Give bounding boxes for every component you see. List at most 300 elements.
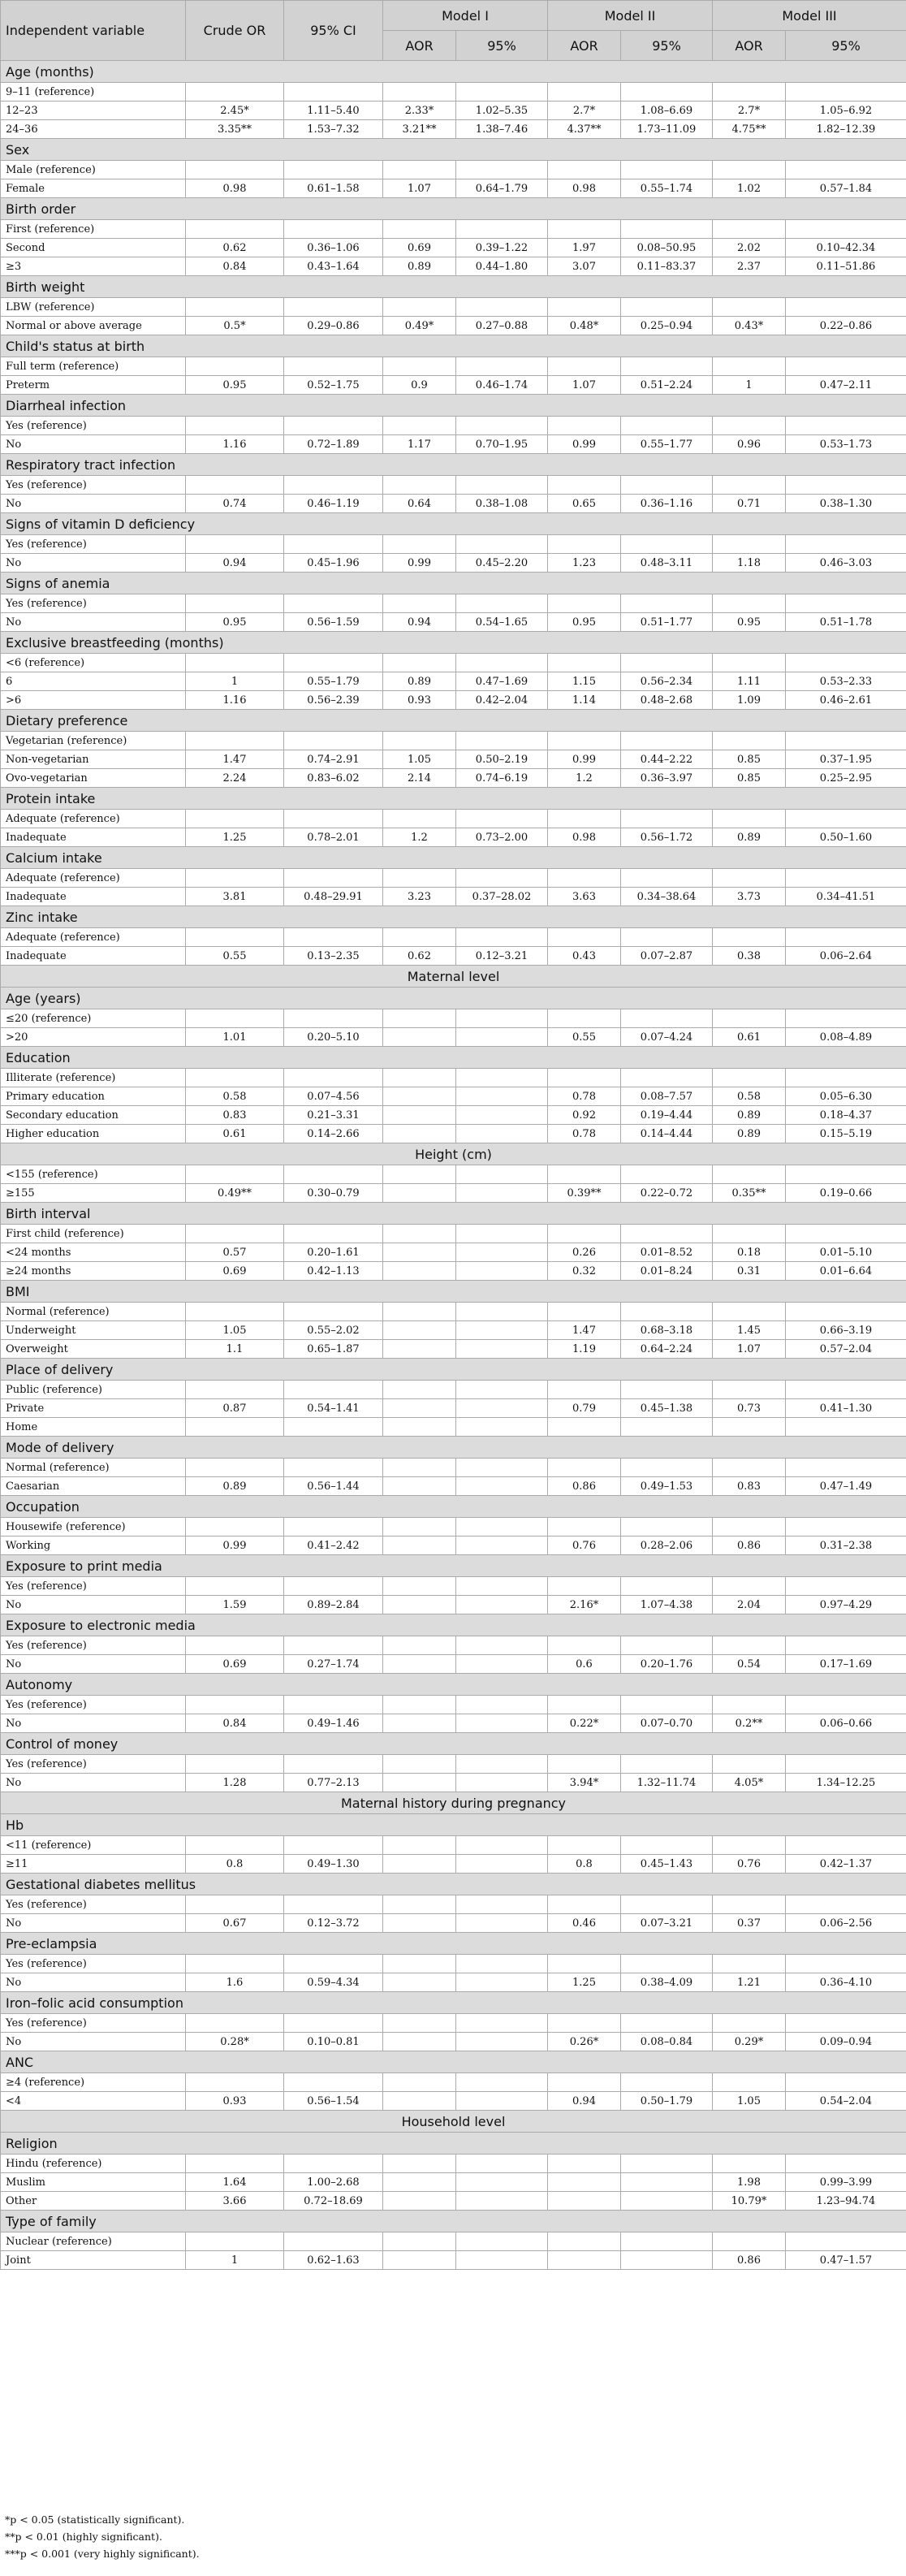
- empty-cell: [621, 1069, 713, 1087]
- value-cell: 0.89: [713, 828, 786, 847]
- reference-label: <155 (reference): [1, 1165, 186, 1184]
- value-cell: 3.81: [186, 888, 284, 906]
- level-row: [1, 1143, 906, 1165]
- empty-cell: [284, 869, 383, 888]
- row-label: Underweight: [1, 1321, 186, 1340]
- empty-cell: [713, 928, 786, 947]
- empty-cell: [186, 1755, 284, 1774]
- value-cell: 0.77–2.13: [284, 1774, 383, 1792]
- empty-cell: [621, 1696, 713, 1714]
- value-cell: 0.07–4.24: [621, 1028, 713, 1047]
- value-cell: 0.07–4.56: [284, 1087, 383, 1106]
- value-cell: 0.57: [186, 1243, 284, 1262]
- value-cell: 0.31–2.38: [786, 1537, 906, 1555]
- empty-cell: [548, 535, 621, 554]
- empty-cell: [786, 1009, 906, 1028]
- value-cell: 3.35**: [186, 120, 284, 139]
- reference-row: [1, 869, 906, 888]
- value-cell: 0.38–1.08: [456, 495, 548, 513]
- value-cell: 1.25: [186, 828, 284, 847]
- value-cell: 1.97: [548, 239, 621, 257]
- category-label: Signs of anemia: [1, 573, 906, 594]
- table-row: [1, 239, 906, 257]
- reference-label: Normal (reference): [1, 1303, 186, 1321]
- empty-cell: [786, 1381, 906, 1399]
- empty-cell: [456, 357, 548, 376]
- empty-cell: [186, 1636, 284, 1655]
- reference-row: [1, 810, 906, 828]
- value-cell: 0.17–1.69: [786, 1655, 906, 1674]
- empty-cell: [713, 2073, 786, 2092]
- empty-cell: [186, 83, 284, 102]
- empty-cell: [383, 1009, 456, 1028]
- value-cell: 0.26: [548, 1243, 621, 1262]
- value-cell: 0.50–1.60: [786, 828, 906, 847]
- value-cell: [456, 1340, 548, 1359]
- empty-cell: [284, 1895, 383, 1914]
- value-cell: 0.44–2.22: [621, 750, 713, 769]
- empty-cell: [786, 357, 906, 376]
- value-cell: 0.35**: [713, 1184, 786, 1203]
- empty-cell: [786, 1696, 906, 1714]
- header-model-2: Model II: [548, 1, 713, 31]
- value-cell: [456, 1537, 548, 1555]
- value-cell: 0.47–2.11: [786, 376, 906, 395]
- category-label: Mode of delivery: [1, 1437, 906, 1459]
- category-label: Hb: [1, 1814, 906, 1836]
- category-row: [1, 1555, 906, 1577]
- reference-row: [1, 1518, 906, 1537]
- empty-cell: [621, 1381, 713, 1399]
- row-label: >6: [1, 691, 186, 710]
- empty-cell: [284, 1303, 383, 1321]
- value-cell: 0.98: [548, 179, 621, 198]
- empty-cell: [186, 357, 284, 376]
- value-cell: 0.97–4.29: [786, 1596, 906, 1614]
- value-cell: 0.28–2.06: [621, 1537, 713, 1555]
- empty-cell: [621, 1009, 713, 1028]
- value-cell: [456, 1596, 548, 1614]
- value-cell: [456, 2092, 548, 2111]
- empty-cell: [786, 83, 906, 102]
- reference-row: [1, 1577, 906, 1596]
- reference-label: First child (reference): [1, 1225, 186, 1243]
- empty-cell: [383, 810, 456, 828]
- value-cell: [186, 1418, 284, 1437]
- value-cell: 0.6: [548, 1655, 621, 1674]
- value-cell: 0.46–3.03: [786, 554, 906, 573]
- empty-cell: [186, 1696, 284, 1714]
- value-cell: 1.47: [548, 1321, 621, 1340]
- category-label: Respiratory tract infection: [1, 454, 906, 476]
- empty-cell: [713, 1225, 786, 1243]
- value-cell: [456, 1714, 548, 1733]
- empty-cell: [383, 654, 456, 672]
- empty-cell: [548, 810, 621, 828]
- empty-cell: [621, 594, 713, 613]
- value-cell: 0.10–42.34: [786, 239, 906, 257]
- reference-label: ≥4 (reference): [1, 2073, 186, 2092]
- reference-row: [1, 654, 906, 672]
- empty-cell: [456, 2014, 548, 2033]
- value-cell: 0.78–2.01: [284, 828, 383, 847]
- value-cell: 0.56–1.72: [621, 828, 713, 847]
- value-cell: 0.83: [713, 1477, 786, 1496]
- category-row: [1, 2133, 906, 2155]
- empty-cell: [284, 220, 383, 239]
- value-cell: [548, 2173, 621, 2192]
- value-cell: 0.14–2.66: [284, 1125, 383, 1143]
- value-cell: 0.86: [713, 2251, 786, 2270]
- value-cell: 2.04: [713, 1596, 786, 1614]
- empty-cell: [383, 869, 456, 888]
- value-cell: [383, 1106, 456, 1125]
- reference-label: Hindu (reference): [1, 2155, 186, 2173]
- value-cell: 1.98: [713, 2173, 786, 2192]
- value-cell: 0.42–1.13: [284, 1262, 383, 1281]
- empty-cell: [383, 220, 456, 239]
- value-cell: 1.05: [186, 1321, 284, 1340]
- empty-cell: [621, 535, 713, 554]
- empty-cell: [383, 2232, 456, 2251]
- footnote: ***p < 0.001 (very highly significant).: [5, 2548, 200, 2560]
- empty-cell: [383, 1577, 456, 1596]
- empty-cell: [383, 732, 456, 750]
- empty-cell: [548, 1955, 621, 1973]
- empty-cell: [456, 2232, 548, 2251]
- table-row: [1, 2173, 906, 2192]
- value-cell: 0.73–2.00: [456, 828, 548, 847]
- value-cell: 1.1: [186, 1340, 284, 1359]
- header-model-2-aor: AOR: [548, 31, 621, 61]
- value-cell: 0.84: [186, 1714, 284, 1733]
- empty-cell: [548, 654, 621, 672]
- empty-cell: [621, 1836, 713, 1855]
- table-row: [1, 1321, 906, 1340]
- value-cell: [383, 1418, 456, 1437]
- empty-cell: [786, 1459, 906, 1477]
- empty-cell: [621, 2232, 713, 2251]
- empty-cell: [713, 1518, 786, 1537]
- footnote: *p < 0.05 (statistically significant).: [5, 2513, 185, 2526]
- value-cell: 0.55: [186, 947, 284, 966]
- value-cell: 1.02–5.35: [456, 102, 548, 120]
- table-row: [1, 179, 906, 198]
- category-label: Autonomy: [1, 1674, 906, 1696]
- empty-cell: [713, 83, 786, 102]
- empty-cell: [548, 1225, 621, 1243]
- empty-cell: [713, 357, 786, 376]
- value-cell: 0.54–1.65: [456, 613, 548, 632]
- value-cell: 0.55–1.79: [284, 672, 383, 691]
- empty-cell: [713, 298, 786, 317]
- value-cell: 0.18: [713, 1243, 786, 1262]
- value-cell: 0.30–0.79: [284, 1184, 383, 1203]
- table-row: [1, 1087, 906, 1106]
- value-cell: 1.02: [713, 179, 786, 198]
- empty-cell: [786, 1836, 906, 1855]
- empty-cell: [713, 476, 786, 495]
- empty-cell: [548, 2014, 621, 2033]
- empty-cell: [713, 1577, 786, 1596]
- reference-row: [1, 1895, 906, 1914]
- category-label: Iron–folic acid consumption: [1, 1992, 906, 2014]
- header-model-3-95: 95%: [786, 31, 906, 61]
- row-label: <24 months: [1, 1243, 186, 1262]
- value-cell: 0.89: [713, 1106, 786, 1125]
- reference-row: [1, 1955, 906, 1973]
- value-cell: 0.15–5.19: [786, 1125, 906, 1143]
- empty-cell: [383, 1518, 456, 1537]
- value-cell: 0.38: [713, 947, 786, 966]
- empty-cell: [621, 1518, 713, 1537]
- value-cell: [383, 1774, 456, 1792]
- table-row: [1, 750, 906, 769]
- category-row: [1, 1047, 906, 1069]
- value-cell: 0.31: [713, 1262, 786, 1281]
- empty-cell: [383, 417, 456, 435]
- empty-cell: [284, 654, 383, 672]
- empty-cell: [786, 869, 906, 888]
- value-cell: 0.06–2.64: [786, 947, 906, 966]
- reference-row: [1, 2014, 906, 2033]
- value-cell: 1: [186, 672, 284, 691]
- value-cell: 0.36–1.06: [284, 239, 383, 257]
- value-cell: [456, 1243, 548, 1262]
- reference-row: [1, 1069, 906, 1087]
- value-cell: 0.08–7.57: [621, 1087, 713, 1106]
- value-cell: 0.95: [186, 613, 284, 632]
- empty-cell: [713, 1696, 786, 1714]
- empty-cell: [383, 1636, 456, 1655]
- value-cell: 2.33*: [383, 102, 456, 120]
- value-cell: 0.47–1.49: [786, 1477, 906, 1496]
- level-label: Maternal history during pregnancy: [1, 1792, 906, 1814]
- value-cell: 0.59–4.34: [284, 1973, 383, 1992]
- empty-cell: [383, 161, 456, 179]
- empty-cell: [713, 1165, 786, 1184]
- value-cell: 1.16: [186, 435, 284, 454]
- value-cell: 0.94: [186, 554, 284, 573]
- empty-cell: [713, 1009, 786, 1028]
- empty-cell: [383, 298, 456, 317]
- value-cell: 1.01: [186, 1028, 284, 1047]
- value-cell: 0.42–2.04: [456, 691, 548, 710]
- value-cell: 0.46–1.19: [284, 495, 383, 513]
- value-cell: 0.78: [548, 1125, 621, 1143]
- table-row: [1, 1537, 906, 1555]
- empty-cell: [548, 1165, 621, 1184]
- table-row: [1, 554, 906, 573]
- empty-cell: [456, 1225, 548, 1243]
- empty-cell: [713, 1303, 786, 1321]
- value-cell: [456, 1028, 548, 1047]
- row-label: ≥24 months: [1, 1262, 186, 1281]
- category-label: Calcium intake: [1, 847, 906, 869]
- value-cell: 0.54–2.04: [786, 2092, 906, 2111]
- empty-cell: [786, 1955, 906, 1973]
- value-cell: 1.05: [383, 750, 456, 769]
- value-cell: 0.98: [548, 828, 621, 847]
- empty-cell: [456, 1577, 548, 1596]
- value-cell: 0.94: [548, 2092, 621, 2111]
- empty-cell: [548, 1895, 621, 1914]
- category-row: [1, 1359, 906, 1381]
- empty-cell: [186, 1225, 284, 1243]
- row-label: No: [1, 1596, 186, 1614]
- value-cell: 0.21–3.31: [284, 1106, 383, 1125]
- value-cell: 0.98: [186, 179, 284, 198]
- category-label: Place of delivery: [1, 1359, 906, 1381]
- value-cell: 0.43: [548, 947, 621, 966]
- table-row: [1, 317, 906, 335]
- value-cell: 0.43–1.64: [284, 257, 383, 276]
- value-cell: 0.65–1.87: [284, 1340, 383, 1359]
- value-cell: 1.07: [548, 376, 621, 395]
- table-row: [1, 1477, 906, 1496]
- value-cell: 1.47: [186, 750, 284, 769]
- empty-cell: [456, 810, 548, 828]
- value-cell: 1.07: [383, 179, 456, 198]
- empty-cell: [186, 1895, 284, 1914]
- row-label: Primary education: [1, 1087, 186, 1106]
- row-label: No: [1, 1714, 186, 1733]
- value-cell: 0.01–8.24: [621, 1262, 713, 1281]
- empty-cell: [456, 298, 548, 317]
- value-cell: 0.89: [383, 257, 456, 276]
- empty-cell: [383, 1955, 456, 1973]
- empty-cell: [548, 476, 621, 495]
- empty-cell: [284, 535, 383, 554]
- value-cell: [383, 2192, 456, 2211]
- category-row: [1, 513, 906, 535]
- empty-cell: [713, 2014, 786, 2033]
- value-cell: 0.95: [186, 376, 284, 395]
- row-label: Preterm: [1, 376, 186, 395]
- category-label: Age (years): [1, 988, 906, 1009]
- empty-cell: [786, 161, 906, 179]
- header-model-3-aor: AOR: [713, 31, 786, 61]
- reference-label: Housewife (reference): [1, 1518, 186, 1537]
- value-cell: 0.25–0.94: [621, 317, 713, 335]
- value-cell: [383, 1399, 456, 1418]
- value-cell: 0.52–1.75: [284, 376, 383, 395]
- value-cell: 0.07–3.21: [621, 1914, 713, 1933]
- header-crude-or: Crude OR: [186, 1, 284, 61]
- value-cell: 1.59: [186, 1596, 284, 1614]
- empty-cell: [713, 1459, 786, 1477]
- row-label: >20: [1, 1028, 186, 1047]
- value-cell: 0.61: [713, 1028, 786, 1047]
- empty-cell: [186, 1381, 284, 1399]
- value-cell: 0.49**: [186, 1184, 284, 1203]
- empty-cell: [284, 594, 383, 613]
- value-cell: 3.73: [713, 888, 786, 906]
- category-row: [1, 335, 906, 357]
- value-cell: 0.07–0.70: [621, 1714, 713, 1733]
- category-row: [1, 454, 906, 476]
- empty-cell: [713, 1836, 786, 1855]
- table-row: [1, 2251, 906, 2270]
- value-cell: [383, 1243, 456, 1262]
- value-cell: [383, 1973, 456, 1992]
- value-cell: 0.49–1.46: [284, 1714, 383, 1733]
- category-row: [1, 1874, 906, 1895]
- table-row: [1, 672, 906, 691]
- empty-cell: [621, 357, 713, 376]
- value-cell: 0.85: [713, 750, 786, 769]
- empty-cell: [548, 1069, 621, 1087]
- reference-label: Public (reference): [1, 1381, 186, 1399]
- category-label: Exposure to electronic media: [1, 1614, 906, 1636]
- value-cell: 0.89: [383, 672, 456, 691]
- value-cell: 0.74–2.91: [284, 750, 383, 769]
- category-row: [1, 1733, 906, 1755]
- value-cell: 0.9: [383, 376, 456, 395]
- table-row: [1, 1596, 906, 1614]
- empty-cell: [786, 417, 906, 435]
- value-cell: [383, 1655, 456, 1674]
- reference-label: <6 (reference): [1, 654, 186, 672]
- category-row: [1, 1281, 906, 1303]
- value-cell: [383, 1184, 456, 1203]
- table-row: [1, 1714, 906, 1733]
- empty-cell: [456, 2073, 548, 2092]
- empty-cell: [186, 1009, 284, 1028]
- empty-cell: [621, 1577, 713, 1596]
- header-model-1-aor: AOR: [383, 31, 456, 61]
- value-cell: 0.45–1.38: [621, 1399, 713, 1418]
- value-cell: 1.23–94.74: [786, 2192, 906, 2211]
- value-cell: 1.07: [713, 1340, 786, 1359]
- value-cell: 0.19–4.44: [621, 1106, 713, 1125]
- value-cell: 0.57–1.84: [786, 179, 906, 198]
- empty-cell: [713, 2155, 786, 2173]
- empty-cell: [456, 1755, 548, 1774]
- value-cell: 2.16*: [548, 1596, 621, 1614]
- value-cell: [383, 1914, 456, 1933]
- table-row: [1, 888, 906, 906]
- empty-cell: [186, 2155, 284, 2173]
- category-label: BMI: [1, 1281, 906, 1303]
- empty-cell: [548, 1009, 621, 1028]
- reference-label: Yes (reference): [1, 1696, 186, 1714]
- value-cell: [456, 1418, 548, 1437]
- empty-cell: [786, 1518, 906, 1537]
- empty-cell: [284, 2155, 383, 2173]
- value-cell: 1.07–4.38: [621, 1596, 713, 1614]
- empty-cell: [383, 594, 456, 613]
- table-row: [1, 1655, 906, 1674]
- reference-label: Full term (reference): [1, 357, 186, 376]
- value-cell: 0.34–38.64: [621, 888, 713, 906]
- reference-label: ≤20 (reference): [1, 1009, 186, 1028]
- category-row: [1, 1496, 906, 1518]
- value-cell: 0.50–1.79: [621, 2092, 713, 2111]
- value-cell: [713, 1418, 786, 1437]
- value-cell: 0.93: [186, 2092, 284, 2111]
- empty-cell: [186, 654, 284, 672]
- table-row: [1, 2033, 906, 2051]
- reference-row: [1, 1303, 906, 1321]
- empty-cell: [186, 2073, 284, 2092]
- empty-cell: [786, 810, 906, 828]
- value-cell: 0.64–1.79: [456, 179, 548, 198]
- value-cell: 1.15: [548, 672, 621, 691]
- value-cell: [456, 1106, 548, 1125]
- empty-cell: [284, 732, 383, 750]
- row-label: Overweight: [1, 1340, 186, 1359]
